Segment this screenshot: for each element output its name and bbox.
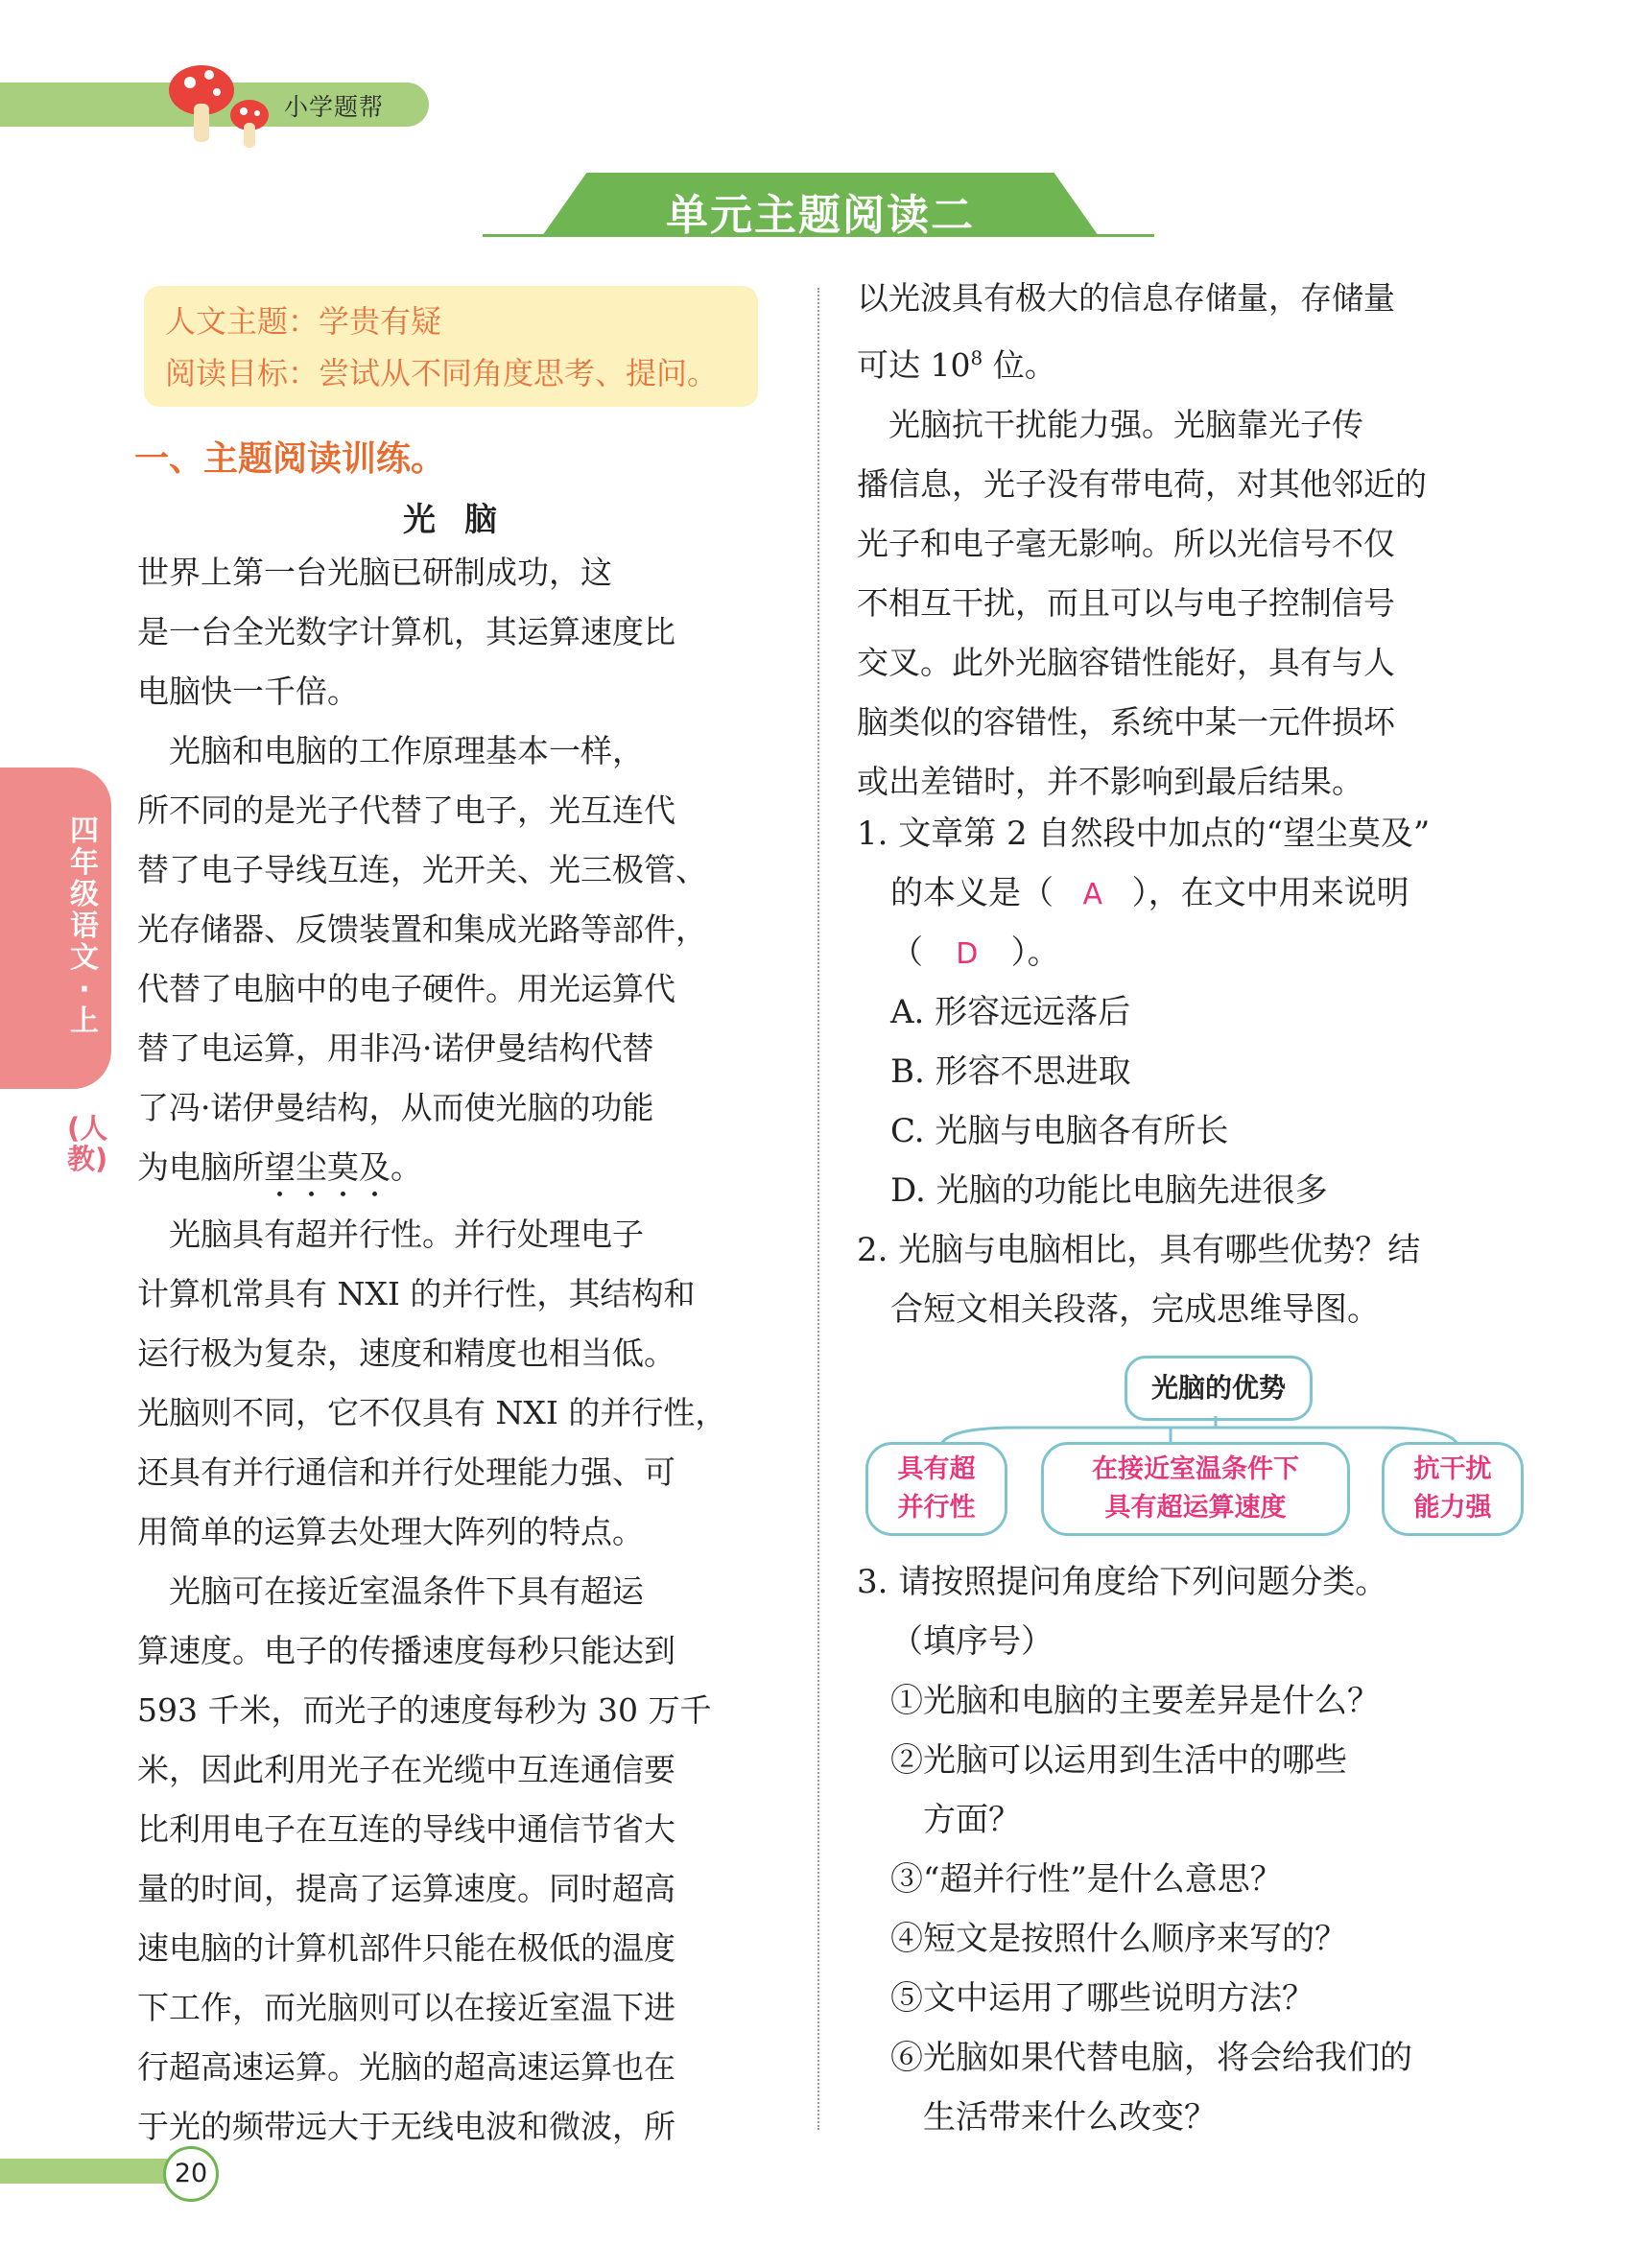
q1-text: ）。 xyxy=(1010,933,1060,972)
mindmap-node-text: 具有超运算速度 xyxy=(1104,1493,1287,1523)
article-line: 593 千米，而光子的速度每秒为 30 万千 xyxy=(137,1691,712,1729)
article-line: 了冯·诺伊曼结构，从而使光脑的功能 xyxy=(137,1089,654,1126)
q1-option: A. 形容远远落后 xyxy=(890,993,1131,1031)
article-line: 电脑快一千倍。 xyxy=(137,673,359,710)
article-line: 用简单的运算去处理大阵列的特点。 xyxy=(137,1513,644,1550)
mindmap-node-parallel xyxy=(865,1442,1007,1536)
q1-line1: 1. 文章第 2 自然段中加点的“望尘莫及” xyxy=(857,815,1431,853)
page-number: 20 xyxy=(163,2146,219,2202)
mindmap-root: 光脑的优势 xyxy=(1125,1356,1313,1421)
article-line: 脑类似的容错性，系统中某一元件损坏 xyxy=(857,703,1395,741)
article-line: 代替了电脑中的电子硬件。用光运算代 xyxy=(137,970,675,1007)
article-text: 位。 xyxy=(983,346,1056,384)
article-line: 或出差错时，并不影响到最后结果。 xyxy=(857,763,1363,800)
q3-item: ⑤文中运用了哪些说明方法？ xyxy=(890,1979,1314,2018)
q3-item: ⑥光脑如果代替电脑，将会给我们的 xyxy=(890,2039,1412,2077)
article-line xyxy=(857,328,1528,395)
q1-option: B. 形容不思进取 xyxy=(890,1052,1131,1091)
q1-text: （ xyxy=(890,933,923,972)
article-line: 光脑则不同，它不仅具有 NXI 的并行性， xyxy=(137,1394,727,1431)
article-line: 光脑抗干扰能力强。光脑靠光子传 xyxy=(857,406,1363,443)
article-line: 光存储器、反馈装置和集成光路等部件， xyxy=(137,910,707,948)
mindmap-node-text: 具有超 xyxy=(897,1454,976,1484)
article-line: 为电脑所望尘莫及。 xyxy=(137,1148,422,1186)
mindmap-node-interference xyxy=(1382,1442,1524,1536)
theme-line: 人文主题：学贵有疑 xyxy=(165,303,442,340)
article-line: 替了电子导线互连，光开关、光三极管、 xyxy=(137,851,707,888)
q3-item: ④短文是按照什么顺序来写的？ xyxy=(890,1920,1347,1958)
page-title: 单元主题阅读二 xyxy=(666,191,975,240)
article-line: 米，因此利用光子在光缆中互连通信要 xyxy=(137,1751,675,1788)
q3-item: 方面？ xyxy=(890,1801,1021,1839)
side-edition-label: (人教) xyxy=(67,1112,108,1175)
q1-text: 的本义是（ xyxy=(890,874,1054,912)
q1-option: D. 光脑的功能比电脑先进很多 xyxy=(890,1171,1328,1210)
article-line: 速电脑的计算机部件只能在极低的温度 xyxy=(137,1929,675,1967)
article-line: 所不同的是光子代替了电子，光互连代 xyxy=(137,791,675,829)
article-line: 光脑具有超并行性。并行处理电子 xyxy=(137,1216,644,1253)
q1-answer-2: D xyxy=(956,937,979,971)
article-line: 行超高速运算。光脑的超高速运算也在 xyxy=(137,2048,675,2086)
q3-item: ③“超并行性”是什么意思？ xyxy=(890,1860,1283,1899)
reading-goal-line: 阅读目标：尝试从不同角度思考、提问。 xyxy=(165,355,719,391)
article-line: 运行极为复杂，速度和精度也相当低。 xyxy=(137,1335,675,1372)
article-line: 播信息，光子没有带电荷，对其他邻近的 xyxy=(857,465,1427,503)
q2-line2: 合短文相关段落，完成思维导图。 xyxy=(890,1290,1380,1329)
article-line: 计算机常具有 NXI 的并行性，其结构和 xyxy=(137,1275,696,1312)
article-left-column xyxy=(137,543,780,2157)
article-line: 于光的频带远大于无线电波和微波，所 xyxy=(137,2108,675,2145)
mindmap-node-speed xyxy=(1041,1442,1350,1536)
q3-line2: （填序号） xyxy=(890,1622,1054,1661)
q1-line3 xyxy=(890,923,1060,984)
mindmap-node-text: 抗干扰 xyxy=(1413,1454,1492,1484)
article-line: 世界上第一台光脑已研制成功，这 xyxy=(137,554,612,591)
article-line: 比利用电子在互连的导线中通信节省大 xyxy=(137,1810,675,1848)
article-right-column xyxy=(857,269,1528,812)
emphasized-word: 望尘莫及 xyxy=(264,1148,391,1186)
brand-name: 小学题帮 xyxy=(284,93,385,121)
article-line: 以光波具有极大的信息存储量，存储量 xyxy=(857,279,1395,317)
mindmap-node-text: 在接近室温条件下 xyxy=(1092,1454,1299,1484)
article-line: 光子和电子毫无影响。所以光信号不仅 xyxy=(857,525,1395,562)
article-line: 光脑和电脑的工作原理基本一样， xyxy=(137,732,644,769)
article-line: 交叉。此外光脑容错性能好，具有与人 xyxy=(857,644,1395,681)
q1-line2 xyxy=(890,863,1409,925)
article-line: 是一台全光数字计算机，其运算速度比 xyxy=(137,613,675,650)
mindmap-node-text: 并行性 xyxy=(897,1493,976,1523)
mindmap-node-text: 能力强 xyxy=(1413,1493,1492,1523)
article-text: 可达 10 xyxy=(857,346,971,384)
side-grade-label: 四年级语文·上 xyxy=(70,815,99,1038)
q1-text: ），在文中用来说明 xyxy=(1131,874,1409,912)
section-heading: 一、主题阅读训练。 xyxy=(134,439,446,479)
q2-line1: 2. 光脑与电脑相比，具有哪些优势？结 xyxy=(857,1231,1421,1269)
article-title: 光脑 xyxy=(403,501,526,539)
q3-line1: 3. 请按照提问角度给下列问题分类。 xyxy=(857,1563,1388,1601)
superscript: 8 xyxy=(970,346,983,369)
article-line: 下工作，而光脑则可以在接近室温下进 xyxy=(137,1989,675,2026)
q3-item: 生活带来什么改变？ xyxy=(890,2098,1217,2137)
article-line: 还具有并行通信和并行处理能力强、可 xyxy=(137,1453,675,1491)
q3-item: ①光脑和电脑的主要差异是什么？ xyxy=(890,1682,1380,1720)
article-line: 算速度。电子的传播速度每秒只能达到 xyxy=(137,1632,675,1669)
column-divider xyxy=(817,288,819,2130)
article-right-lines xyxy=(857,395,1528,812)
q1-option: C. 光脑与电脑各有所长 xyxy=(890,1112,1229,1150)
article-line: 替了电运算，用非冯·诺伊曼结构代替 xyxy=(137,1029,654,1067)
q1-answer-1: A xyxy=(1082,878,1103,911)
article-line: 光脑可在接近室温条件下具有超运 xyxy=(137,1572,644,1610)
mushroom-logo-icon xyxy=(161,56,276,152)
q3-item: ②光脑可以运用到生活中的哪些 xyxy=(890,1741,1347,1780)
article-line: 不相互干扰，而且可以与电子控制信号 xyxy=(857,584,1395,622)
article-line: 量的时间，提高了运算速度。同时超高 xyxy=(137,1870,675,1907)
